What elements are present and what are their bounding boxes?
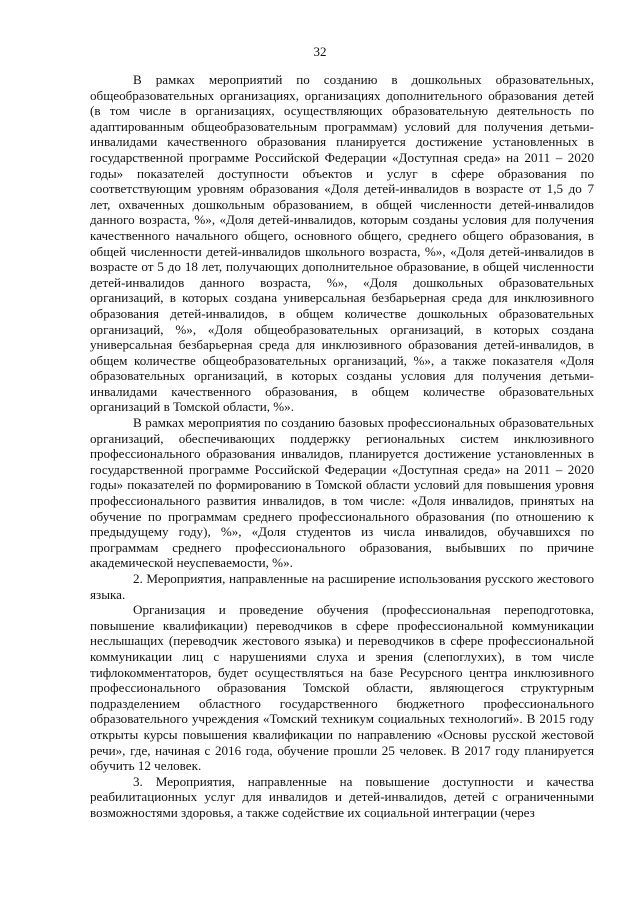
paragraph-interpreter-training: Организация и проведение обучения (профессиональная переподготовка, повышение квалификации) переводчиков в сфере профессиональной коммуникации неслышащих (переводчик жестового языка) и переводчиков в сфере профессиональной коммуникации лиц с нарушениями слуха и зрения (слепоглухих), в том числе тифлокомментаторов, будет осуществляться на базе Ресурсного центра инклюзивного профессионального образования Томской области, являющегося структурным подразделением областного государственного бюджетного профессионального образовательного учреждения «Томский техникум социальных технологий». В 2015 году открыты курсы повышения квалификации по направлению «Основы русской жестовой речи», где, начиная с 2016 года, обучение прошли 25 человек. В 2017 году планируется обучить 12 человек. (90, 602, 594, 774)
page-number: 32 (313, 44, 327, 59)
paragraph-rehabilitation-services: 3. Мероприятия, направленные на повышение доступности и качества реабилитационных услуг для инвалидов и детей-инвалидов, детей с ограниченными возможностями здоровья, а также содействие их социальной интеграции (через (90, 773, 594, 820)
page-body (90, 72, 594, 821)
paragraph-preschool-education: В рамках мероприятий по созданию в дошкольных образовательных, общеобразовательных организациях, организациях дополнительного образования детей (в том числе в организациях, осуществляющих образовательную деятельность по адаптированным общеобразовательным программам) условий для получения детьми-инвалидами качественного образования планируется достижение установленных в государственной программе Российской Федерации «Доступная среда» на 2011 – 2020 годы» показателей доступности объектов и услуг в сфере образования по соответствующим уровням образования «Доля детей-инвалидов в возрасте от 1,5 до 7 лет, охваченных дошкольным образованием, в общей численности детей-инвалидов данного возраста, %», «Доля детей-инвалидов, которым созданы условия для получения качественного начального общего, основного общего, среднего общего образования, в общей численности детей-инвалидов школьного возраста, %», «Доля детей-инвалидов в возрасте от 5 до 18 лет, получающих дополнительное образование, в общей численности детей-инвалидов данного возраста, %», «Доля дошкольных образовательных организаций, в которых создана универсальная безбарьерная среда для инклюзивного образования детей-инвалидов, в общем количестве дошкольных образовательных организаций, %», «Доля общеобразовательных организаций, в которых создана универсальная безбарьерная среда для инклюзивного образования детей-инвалидов, в общем количестве общеобразовательных организаций, %», а также показателя «Доля образовательных организаций, в которых созданы условия для получения детьми-инвалидами качественного образования, в общем количестве образовательных организаций в Томской области, %». (90, 72, 594, 415)
paragraph-professional-education: В рамках мероприятия по созданию базовых профессиональных образовательных организаций, обеспечивающих поддержку региональных систем инклюзивного профессионального образования инвалидов, планируется достижение установленных в государственной программе Российской Федерации «Доступная среда» на 2011 – 2020 годы» показателей по формированию в Томской области условий для повышения уровня профессионального развития инвалидов, в том числе: «Доля инвалидов, принятых на обучение по программам среднего профессионального образования (по отношению к предыдущему году), %», «Доля студентов из числа инвалидов, обучавшихся по программам среднего профессионального образования, выбывших по причине академической неуспеваемости, %». (90, 415, 594, 571)
paragraph-sign-language-heading: 2. Мероприятия, направленные на расширение использования русского жестового языка. (90, 571, 594, 602)
